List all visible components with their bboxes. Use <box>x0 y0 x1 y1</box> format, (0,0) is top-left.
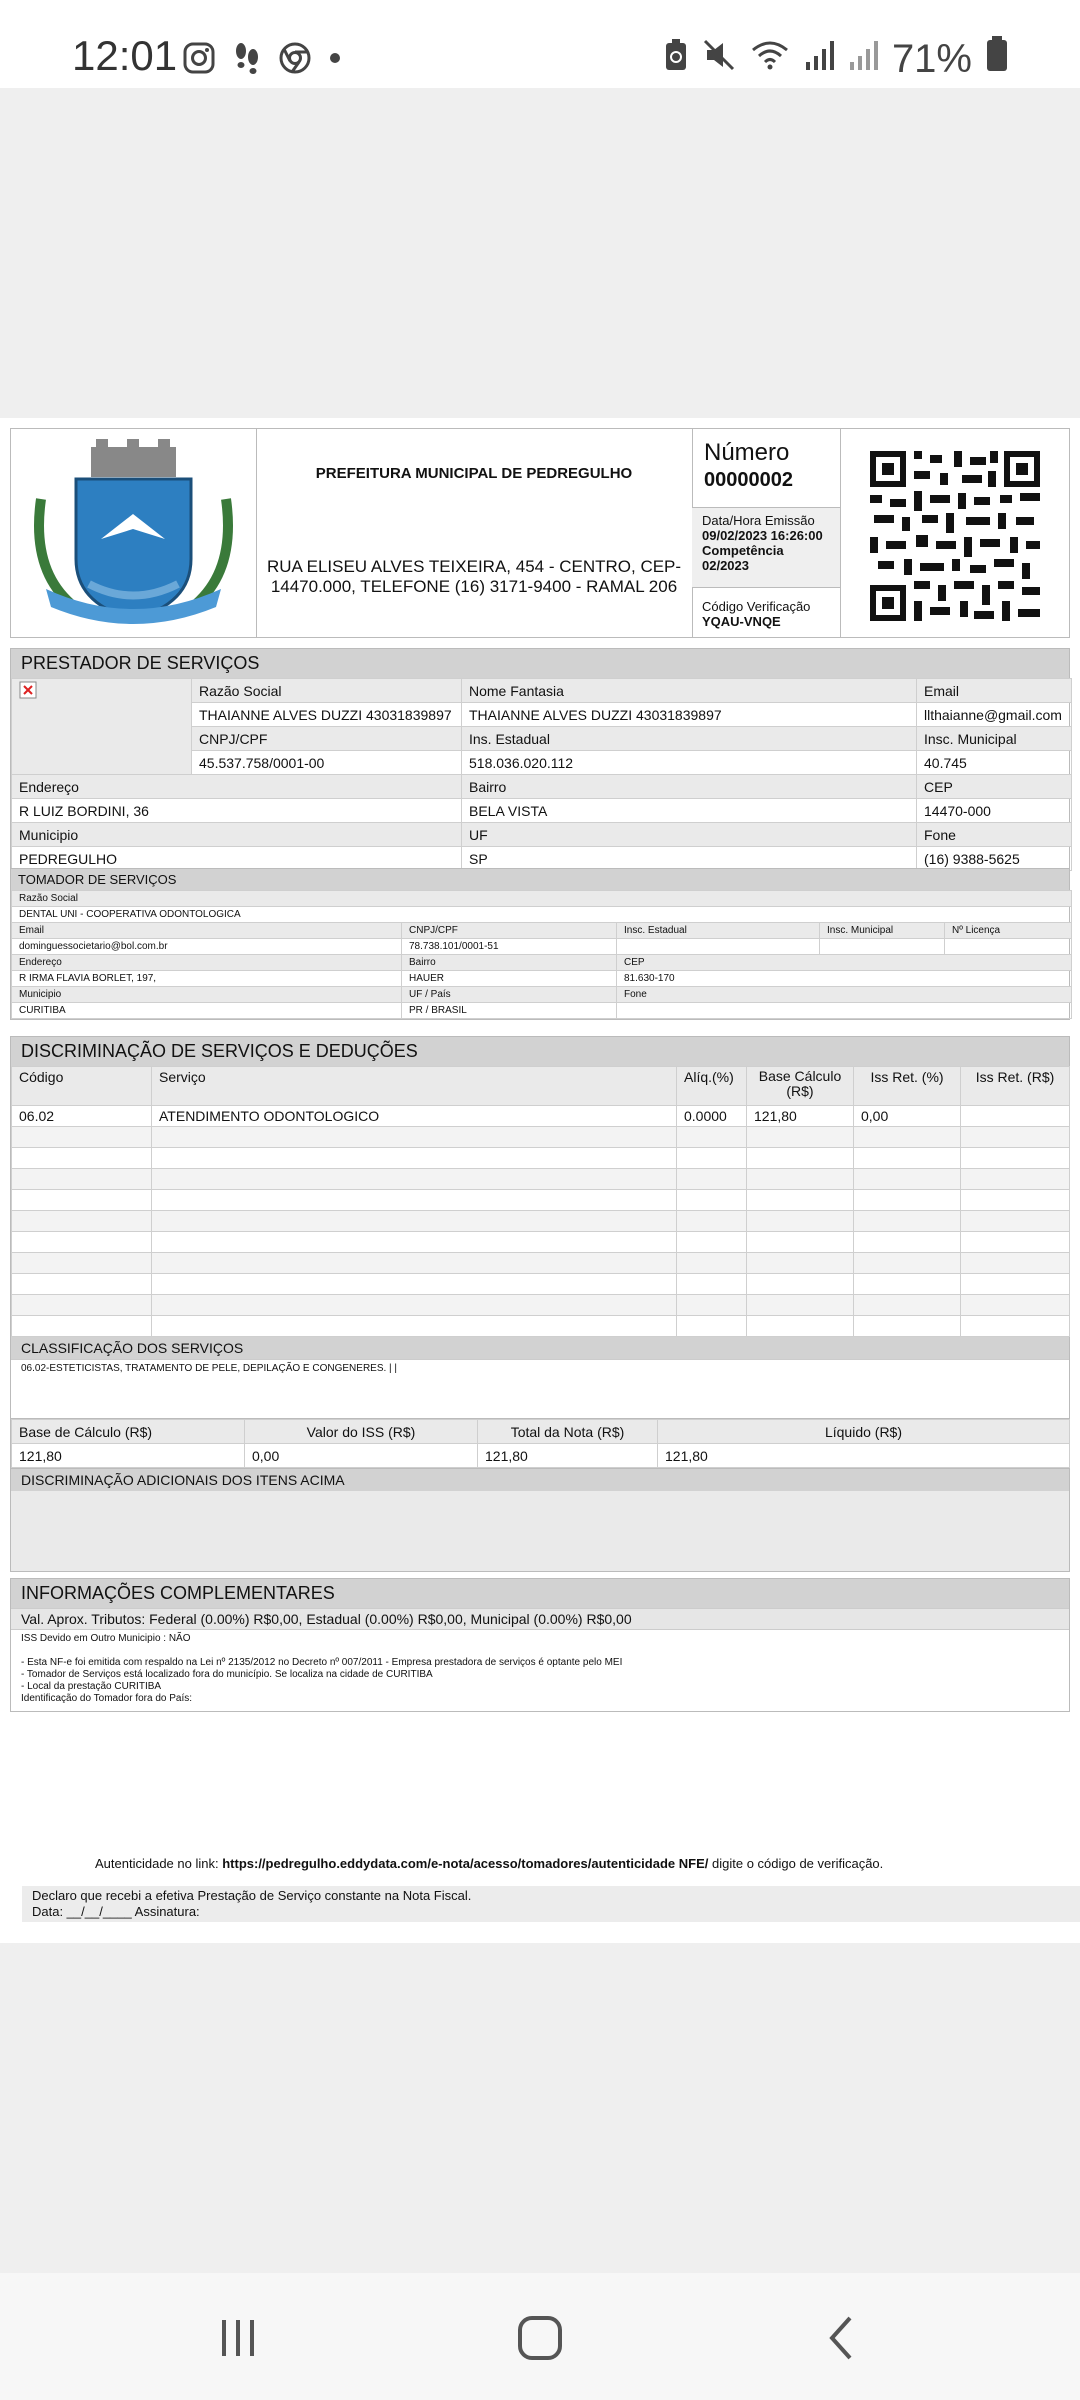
tomador-cep: 81.630-170 <box>617 971 1072 987</box>
invoice-document <box>0 418 1080 1943</box>
wifi-icon <box>750 37 790 82</box>
viewer-background-top <box>0 88 1080 418</box>
prestador-email-label: Email <box>917 679 1072 703</box>
home-button[interactable] <box>500 2303 580 2373</box>
prestador-uf: SP <box>462 847 917 871</box>
tomador-licenca <box>945 939 1072 955</box>
table-row-empty <box>12 1127 1070 1148</box>
coat-of-arms <box>11 429 257 637</box>
total-liquido: 121,80 <box>658 1444 1070 1468</box>
table-row <box>12 1106 1070 1127</box>
tomador-email-label: Email <box>12 923 402 939</box>
broken-image-icon <box>19 681 37 699</box>
table-row-empty <box>12 1253 1070 1274</box>
table-row-empty <box>12 1295 1070 1316</box>
tomador-estadual <box>617 939 820 955</box>
prestador-cep-label: CEP <box>917 775 1072 799</box>
status-time: 12:01 <box>72 32 178 79</box>
tomador-endereco: R IRMA FLAVIA BORLET, 197, <box>12 971 402 987</box>
table-row-empty <box>12 1232 1070 1253</box>
numero-label: Número <box>704 439 790 466</box>
battery-saver-icon <box>664 37 688 82</box>
prestador-title: PRESTADOR DE SERVIÇOS <box>11 649 1069 678</box>
back-icon <box>822 2314 862 2362</box>
adicionais-box <box>11 1491 1069 1571</box>
row-servico: ATENDIMENTO ODONTOLOGICO <box>152 1106 677 1127</box>
total-iss-label: Valor do ISS (R$) <box>245 1420 478 1444</box>
total-nota: 121,80 <box>478 1444 658 1468</box>
recent-apps-icon <box>216 2316 260 2360</box>
auth-line <box>95 1856 883 1871</box>
tomador-municipal <box>820 939 945 955</box>
prestador-estadual: 518.036.020.112 <box>462 751 917 775</box>
tomador-fone-label: Fone <box>617 987 1072 1003</box>
row-base: 121,80 <box>747 1106 854 1127</box>
battery-icon <box>986 36 1008 82</box>
adicionais-title: DISCRIMINAÇÃO ADICIONAIS DOS ITENS ACIMA <box>11 1468 1069 1491</box>
row-aliq: 0.0000 <box>677 1106 747 1127</box>
signal-icon <box>804 37 834 82</box>
row-codigo: 06.02 <box>12 1106 152 1127</box>
prestador-email: llthaianne@gmail.com <box>917 703 1072 727</box>
prestador-municipio-label: Municipio <box>12 823 462 847</box>
emissao-label: Data/Hora Emissão <box>702 513 815 528</box>
auth-prefix: Autenticidade no link: <box>95 1856 219 1871</box>
prestador-fone: (16) 9388-5625 <box>917 847 1072 871</box>
battery-percent: 71% <box>891 36 972 81</box>
chrome-icon <box>278 41 312 80</box>
complementares-section <box>10 1578 1070 1712</box>
verificacao-label: Código Verificação <box>702 599 811 614</box>
tomador-municipio-label: Municipio <box>12 987 402 1003</box>
prestador-uf-label: UF <box>462 823 917 847</box>
auth-suffix: digite o código de verificação. <box>712 1856 884 1871</box>
tomador-uf-label: UF / País <box>402 987 617 1003</box>
table-row-empty <box>12 1169 1070 1190</box>
row-iss-val <box>961 1106 1070 1127</box>
discriminacao-section <box>10 1036 1070 1419</box>
total-iss: 0,00 <box>245 1444 478 1468</box>
emissao-value: 09/02/2023 16:26:00 <box>702 528 823 543</box>
data-assinatura: Data: __/__/____ Assinatura: <box>32 1904 200 1919</box>
navigation-bar <box>0 2273 1080 2400</box>
tomador-email: dominguessocietario@bol.com.br <box>12 939 402 955</box>
prestador-razao: THAIANNE ALVES DUZZI 43031839897 <box>192 703 462 727</box>
tomador-cnpj-label: CNPJ/CPF <box>402 923 617 939</box>
complementares-line4: Identificação do Tomador fora do País: <box>21 1693 193 1704</box>
complementares-title: INFORMAÇÕES COMPLEMENTARES <box>11 1579 1069 1608</box>
tomador-razao-label: Razão Social <box>12 891 1072 907</box>
row-iss-pct: 0,00 <box>854 1106 961 1127</box>
invoice-header <box>10 428 1070 638</box>
prestador-section <box>10 648 1070 872</box>
municipality-address: RUA ELISEU ALVES TEIXEIRA, 454 - CENTRO, CEP-14470.000, TELEFONE (16) 3171-9400 - RAMAL 206 <box>266 557 682 596</box>
tomador-uf: PR / BRASIL <box>402 1003 617 1019</box>
table-row-empty <box>12 1148 1070 1169</box>
prestador-bairro: BELA VISTA <box>462 799 917 823</box>
complementares-line3: - Local da prestação CURITIBA <box>21 1681 162 1692</box>
tomador-estadual-label: Insc. Estadual <box>617 923 820 939</box>
total-base-label: Base de Cálculo (R$) <box>12 1420 245 1444</box>
prestador-estadual-label: Ins. Estadual <box>462 727 917 751</box>
verificacao-value: YQAU-VNQE <box>702 614 781 629</box>
prestador-endereco-label: Endereço <box>12 775 462 799</box>
col-iss-pct: Iss Ret. (%) <box>854 1067 961 1106</box>
signal-2-icon <box>848 37 878 82</box>
complementares-line1: - Esta NF-e foi emitida com respaldo na Lei nº 2135/2012 no Decreto nº 007/2011 - Empresa prestadora de serviços é optante pelo MEI <box>21 1657 623 1668</box>
tomador-endereco-label: Endereço <box>12 955 402 971</box>
classificacao-text: 06.02-ESTETICISTAS, TRATAMENTO DE PELE, DEPILAÇÃO E CONGENERES. | | <box>11 1359 1069 1418</box>
tomador-section <box>10 868 1070 1020</box>
municipality-title: PREFEITURA MUNICIPAL DE PEDREGULHO <box>315 465 633 482</box>
prestador-bairro-label: Bairro <box>462 775 917 799</box>
prestador-razao-label: Razão Social <box>192 679 462 703</box>
prestador-fone-label: Fone <box>917 823 1072 847</box>
recent-apps-button[interactable] <box>198 2303 278 2373</box>
prestador-municipal-label: Insc. Municipal <box>917 727 1072 751</box>
col-base: Base Cálculo (R$) <box>747 1067 854 1106</box>
total-base: 121,80 <box>12 1444 245 1468</box>
tomador-bairro-label: Bairro <box>402 955 617 971</box>
declaro-text: Declaro que recebi a efetiva Prestação de Serviço constante na Nota Fiscal. <box>32 1888 472 1903</box>
table-row-empty <box>12 1211 1070 1232</box>
totais-section <box>10 1418 1070 1572</box>
tomador-municipio: CURITIBA <box>12 1003 402 1019</box>
notification-dot-icon <box>328 51 342 70</box>
auth-link[interactable]: https://pedregulho.eddydata.com/e-nota/acesso/tomadores/autenticidade NFE/ <box>222 1856 709 1871</box>
prestador-municipal: 40.745 <box>917 751 1072 775</box>
prestador-logo-placeholder <box>12 679 192 775</box>
tomador-fone <box>617 1003 1072 1019</box>
tomador-cnpj: 78.738.101/0001-51 <box>402 939 617 955</box>
col-codigo: Código <box>12 1067 152 1106</box>
declaracao-box <box>22 1886 1080 1922</box>
home-icon <box>516 2314 564 2362</box>
footsteps-icon <box>232 41 262 80</box>
prestador-cnpj: 45.537.758/0001-00 <box>192 751 462 775</box>
table-row-empty <box>12 1274 1070 1295</box>
competencia-label: Competência <box>702 543 784 558</box>
numero-value: 00000002 <box>704 469 793 491</box>
prestador-municipio: PEDREGULHO <box>12 847 462 871</box>
tomador-razao: DENTAL UNI - COOPERATIVA ODONTOLOGICA <box>12 907 1072 923</box>
back-button[interactable] <box>802 2303 882 2373</box>
mute-icon <box>702 37 736 82</box>
tomador-bairro: HAUER <box>402 971 617 987</box>
prestador-fantasia: THAIANNE ALVES DUZZI 43031839897 <box>462 703 917 727</box>
complementares-iss-outro: ISS Devido em Outro Municipio : NÃO <box>21 1633 191 1644</box>
competencia-value: 02/2023 <box>702 558 749 573</box>
tomador-cep-label: CEP <box>617 955 1072 971</box>
prestador-fantasia-label: Nome Fantasia <box>462 679 917 703</box>
viewer-background-bottom <box>0 1943 1080 2273</box>
status-bar <box>0 0 1080 88</box>
total-liquido-label: Líquido (R$) <box>658 1420 1070 1444</box>
instagram-icon <box>182 41 216 80</box>
prestador-cep: 14470-000 <box>917 799 1072 823</box>
classificacao-title: CLASSIFICAÇÃO DOS SERVIÇOS <box>11 1337 1069 1359</box>
qr-code <box>840 429 1070 637</box>
col-servico: Serviço <box>152 1067 677 1106</box>
tomador-title: TOMADOR DE SERVIÇOS <box>11 869 1069 890</box>
tomador-licenca-label: Nº Licença <box>945 923 1072 939</box>
complementares-line2: - Tomador de Serviços está localizado fora do município. Se localiza na cidade de CURITIBA <box>21 1669 433 1680</box>
prestador-cnpj-label: CNPJ/CPF <box>192 727 462 751</box>
total-nota-label: Total da Nota (R$) <box>478 1420 658 1444</box>
complementares-tributos: Val. Aprox. Tributos: Federal (0.00%) R$0,00, Estadual (0.00%) R$0,00, Municipal (0.00%) R$0,00 <box>11 1608 1069 1630</box>
prestador-endereco: R LUIZ BORDINI, 36 <box>12 799 462 823</box>
table-row-empty <box>12 1190 1070 1211</box>
col-iss-val: Iss Ret. (R$) <box>961 1067 1070 1106</box>
col-aliq: Alíq.(%) <box>677 1067 747 1106</box>
tomador-municipal-label: Insc. Municipal <box>820 923 945 939</box>
table-row-empty <box>12 1316 1070 1337</box>
discriminacao-title: DISCRIMINAÇÃO DE SERVIÇOS E DEDUÇÕES <box>11 1037 1069 1066</box>
